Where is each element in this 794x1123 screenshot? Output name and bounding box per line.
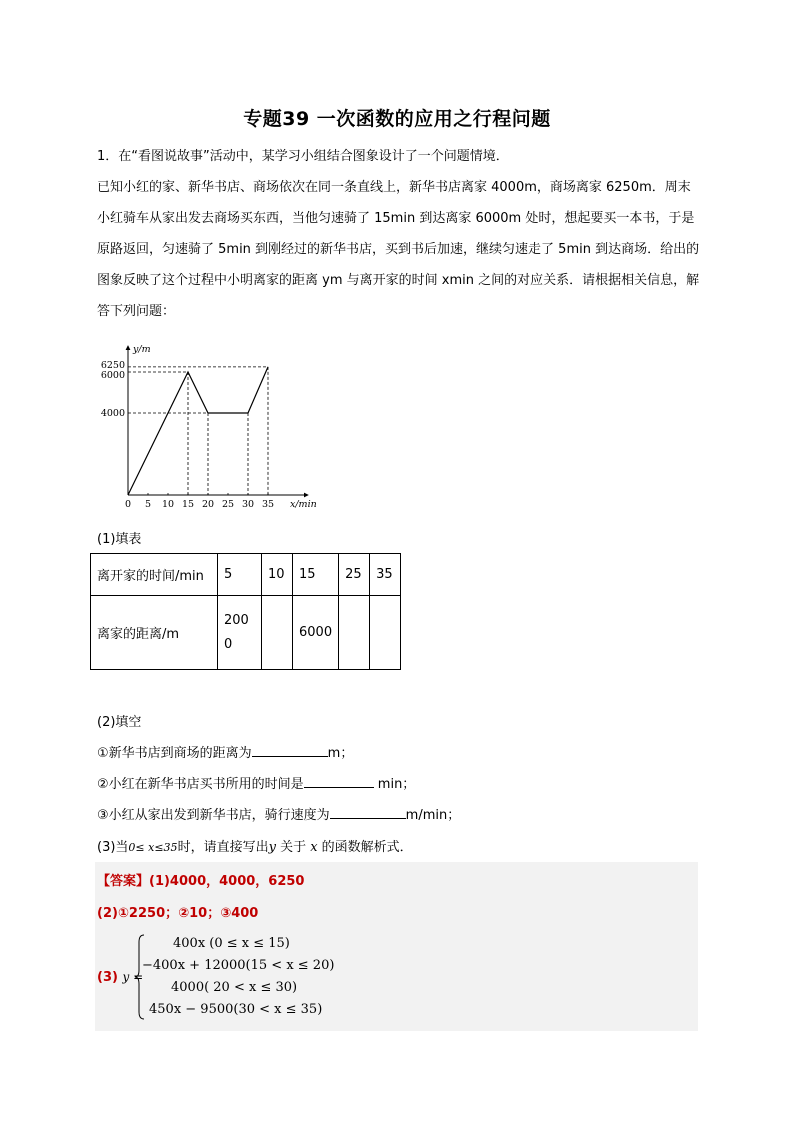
table-cell: 离家的距离/m — [91, 596, 218, 670]
y-tick-label: 6250 — [100, 359, 125, 371]
x-tick-label: 15 — [181, 499, 195, 510]
table-cell: 15 — [293, 554, 339, 596]
question-2: ②小红在新华书店买书所用的时间是 min； — [97, 777, 416, 792]
table-cell: 10 — [262, 554, 293, 596]
table-value: 0 — [224, 636, 233, 652]
answer-box — [95, 862, 698, 1031]
piecewise-line: 450x − 9500(30 < x ≤ 35) — [149, 1002, 323, 1017]
piecewise-line: 4000( 20 < x ≤ 30) — [171, 980, 298, 995]
answer-blank — [330, 806, 406, 819]
answer-line-2: (2)①2250；②10；③400 — [97, 906, 259, 921]
table-cell — [370, 596, 401, 670]
table-row — [91, 596, 401, 670]
x-tick-label: 10 — [161, 499, 175, 510]
answer-blank — [252, 744, 328, 757]
x-tick-label: 20 — [201, 499, 215, 510]
problem-intro: 1．在“看图说故事”活动中，某学习小组结合图象设计了一个问题情境． — [97, 149, 509, 164]
table-cell: 离开家的时间/min — [91, 554, 218, 596]
piecewise-line: −400x + 12000(15 < x ≤ 20) — [142, 958, 335, 973]
distance-time-chart — [97, 338, 327, 513]
answer-line-1: 【答案】(1)4000，4000，6250 — [97, 874, 305, 889]
x-tick-label: 25 — [221, 499, 235, 510]
y-axis-label: y/m — [133, 344, 151, 355]
table-cell — [218, 596, 262, 670]
x-tick-label: 0 — [124, 499, 132, 510]
x-axis-label: x/min — [290, 499, 317, 510]
table-cell: 25 — [339, 554, 370, 596]
table-cell: 5 — [218, 554, 262, 596]
table-cell — [262, 596, 293, 670]
fill-table — [90, 553, 401, 670]
distance-line — [128, 367, 268, 495]
table-value: 200 — [224, 612, 249, 628]
table-cell: 6000 — [293, 596, 339, 670]
table-row — [91, 554, 401, 596]
question-3: ③小红从家出发到新华书店，骑行速度为 m/min； — [97, 808, 461, 823]
part1-label: (1)填表 — [97, 532, 142, 547]
page-title: 专题39 一次函数的应用之行程问题 — [243, 108, 551, 130]
y-tick-label: 4000 — [100, 408, 125, 419]
answer-blank — [304, 775, 374, 788]
left-brace — [135, 934, 145, 1020]
x-tick-label: 35 — [261, 499, 275, 510]
answer-part3-label: (3) y = — [97, 970, 144, 985]
piecewise-line: 400x (0 ≤ x ≤ 15) — [173, 936, 290, 951]
table-cell — [339, 596, 370, 670]
table-cell: 35 — [370, 554, 401, 596]
part2-label: (2)填空 — [97, 715, 142, 730]
x-tick-label: 30 — [241, 499, 255, 510]
x-tick-label: 5 — [144, 499, 152, 510]
y-tick-label: 6000 — [100, 370, 125, 381]
part3-question: (3)当0≤ x≤35时，请直接写出y 关于 x 的函数解析式． — [97, 840, 413, 855]
question-1: ①新华书店到商场的距离为 m； — [97, 746, 354, 761]
problem-body: 已知小红的家、新华书店、商场依次在同一条直线上，新华书店离家 4000m，商场离家 6250m．周末小红骑车从家出发去商场买东西，当他匀速骑了 15min 到达离家 6000m 处时，想起要买一本书，于是原路返回，匀速骑了 5min 到刚经过的新华书店，买到书后加速，继续匀速走了 5min 到达商场．给出的图象反映了这个过程中小明离家的距离 ym 与离开家的时间 xmin 之间的对应关系．请根据相关信息，解答下列问题： — [97, 180, 700, 319]
